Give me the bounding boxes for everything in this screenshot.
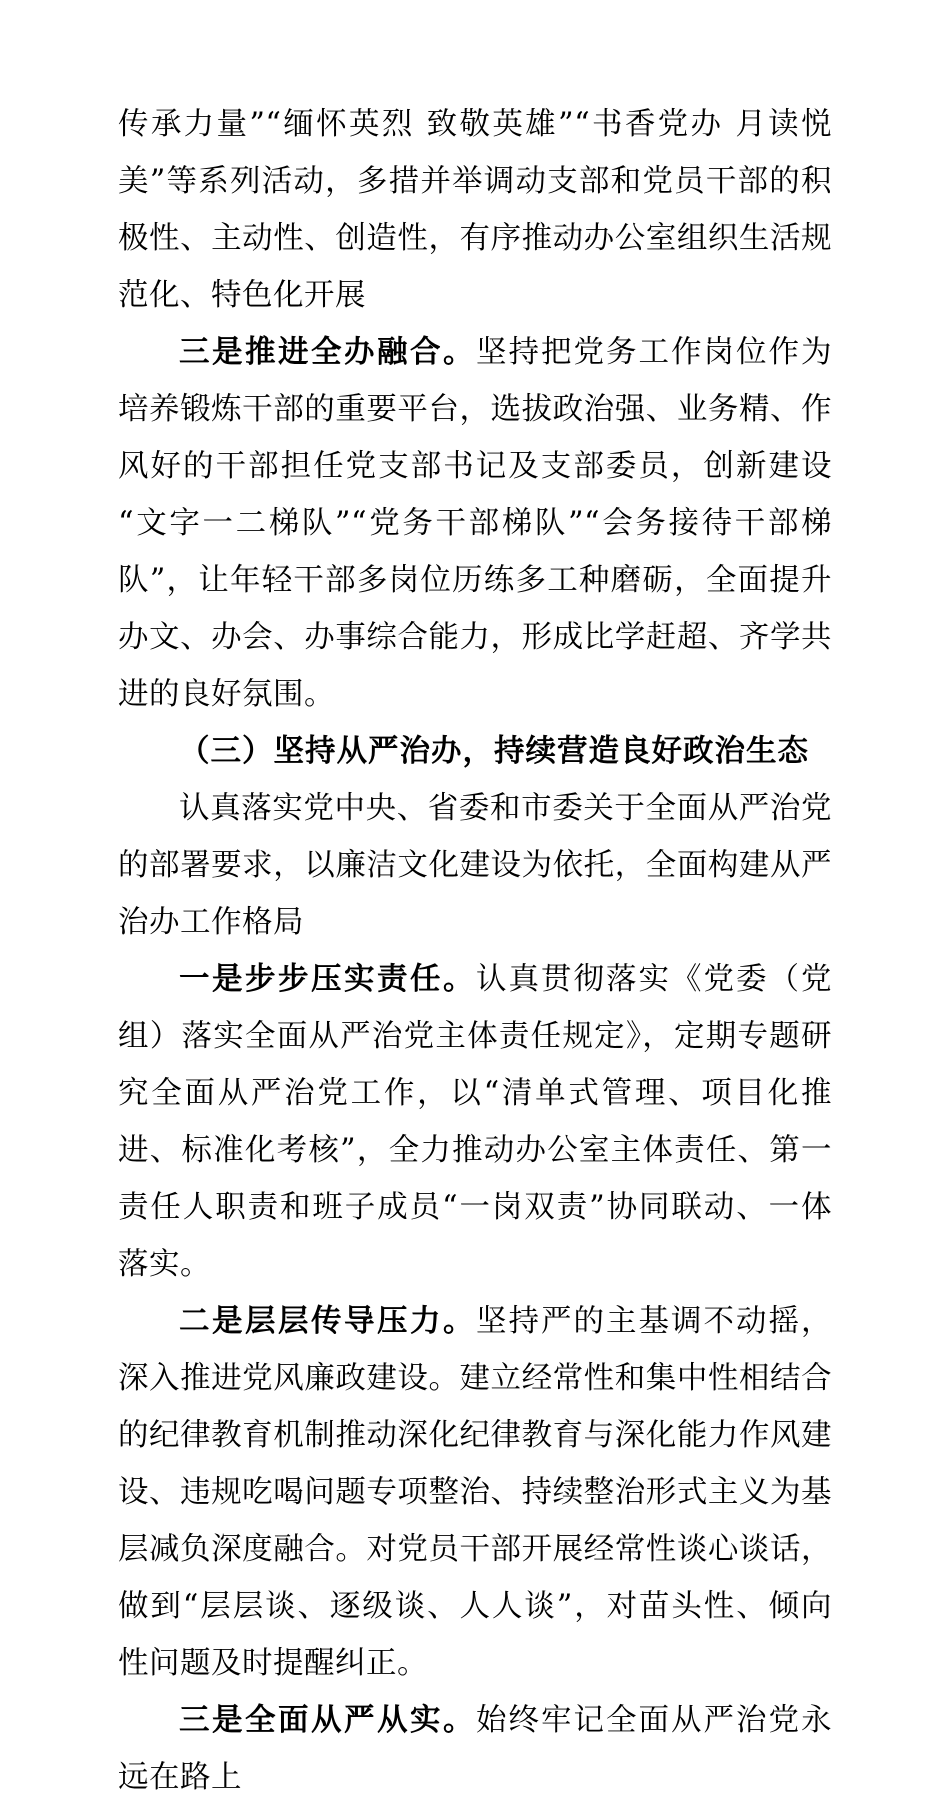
paragraph-lead-label: 二是层层传导压力。: [179, 1303, 476, 1339]
paragraph-lead-block: [118, 1692, 832, 1806]
paragraph-lead-block: [118, 951, 832, 1293]
section-heading: [118, 723, 832, 780]
section-heading-text: （三）坚持从严治办，持续营造良好政治生态: [179, 733, 809, 769]
paragraph-lead-block: [118, 324, 832, 723]
paragraph-lead-label: 三是推进全办融合。: [179, 334, 476, 370]
paragraph-text: 传承力量”“缅怀英烈 致敬英雄”“书香党办 月读悦美”等系列活动，多措并举调动支部和党员干部的积极性、主动性、创造性，有序推动办公室组织生活规范化、特色化开展: [118, 107, 832, 313]
paragraph-text: 始终牢记全面从严治党永远在路上: [118, 1703, 832, 1795]
paragraph-text: 认真贯彻落实《党委（党组）落实全面从严治党主体责任规定》，定期专题研究全面从严治党工作，以“清单式管理、项目化推进、标准化考核”，全力推动办公室主体责任、第一责任人职责和班子成员“一岗双责”协同联动、一体落实。: [118, 962, 832, 1282]
paragraph-lead-label: 一是步步压实责任。: [179, 961, 476, 997]
paragraph-text: 坚持把党务工作岗位作为培养锻炼干部的重要平台，选拔政治强、业务精、作风好的干部担任党支部书记及支部委员，创新建设“文字一二梯队”“党务干部梯队”“会务接待干部梯队”，让年轻干部多岗位历练多工种磨砺，全面提升办文、办会、办事综合能力，形成比学赶超、齐学共进的良好氛围。: [118, 335, 832, 712]
paragraph-body: [118, 780, 832, 951]
paragraph-continued: [118, 96, 832, 324]
paragraph-lead-label: 三是全面从严从实。: [179, 1702, 476, 1738]
paragraph-text: 认真落实党中央、省委和市委关于全面从严治党的部署要求，以廉洁文化建设为依托，全面构建从严治办工作格局: [118, 791, 832, 940]
paragraph-text: 坚持严的主基调不动摇，深入推进党风廉政建设。建立经常性和集中性相结合的纪律教育机制推动深化纪律教育与深化能力作风建设、违规吃喝问题专项整治、持续整治形式主义为基层减负深度融合。对党员干部开展经常性谈心谈话，做到“层层谈、逐级谈、人人谈”，对苗头性、倾向性问题及时提醒纠正。: [118, 1304, 832, 1681]
document-body: [118, 96, 832, 1806]
paragraph-lead-block: [118, 1293, 832, 1692]
